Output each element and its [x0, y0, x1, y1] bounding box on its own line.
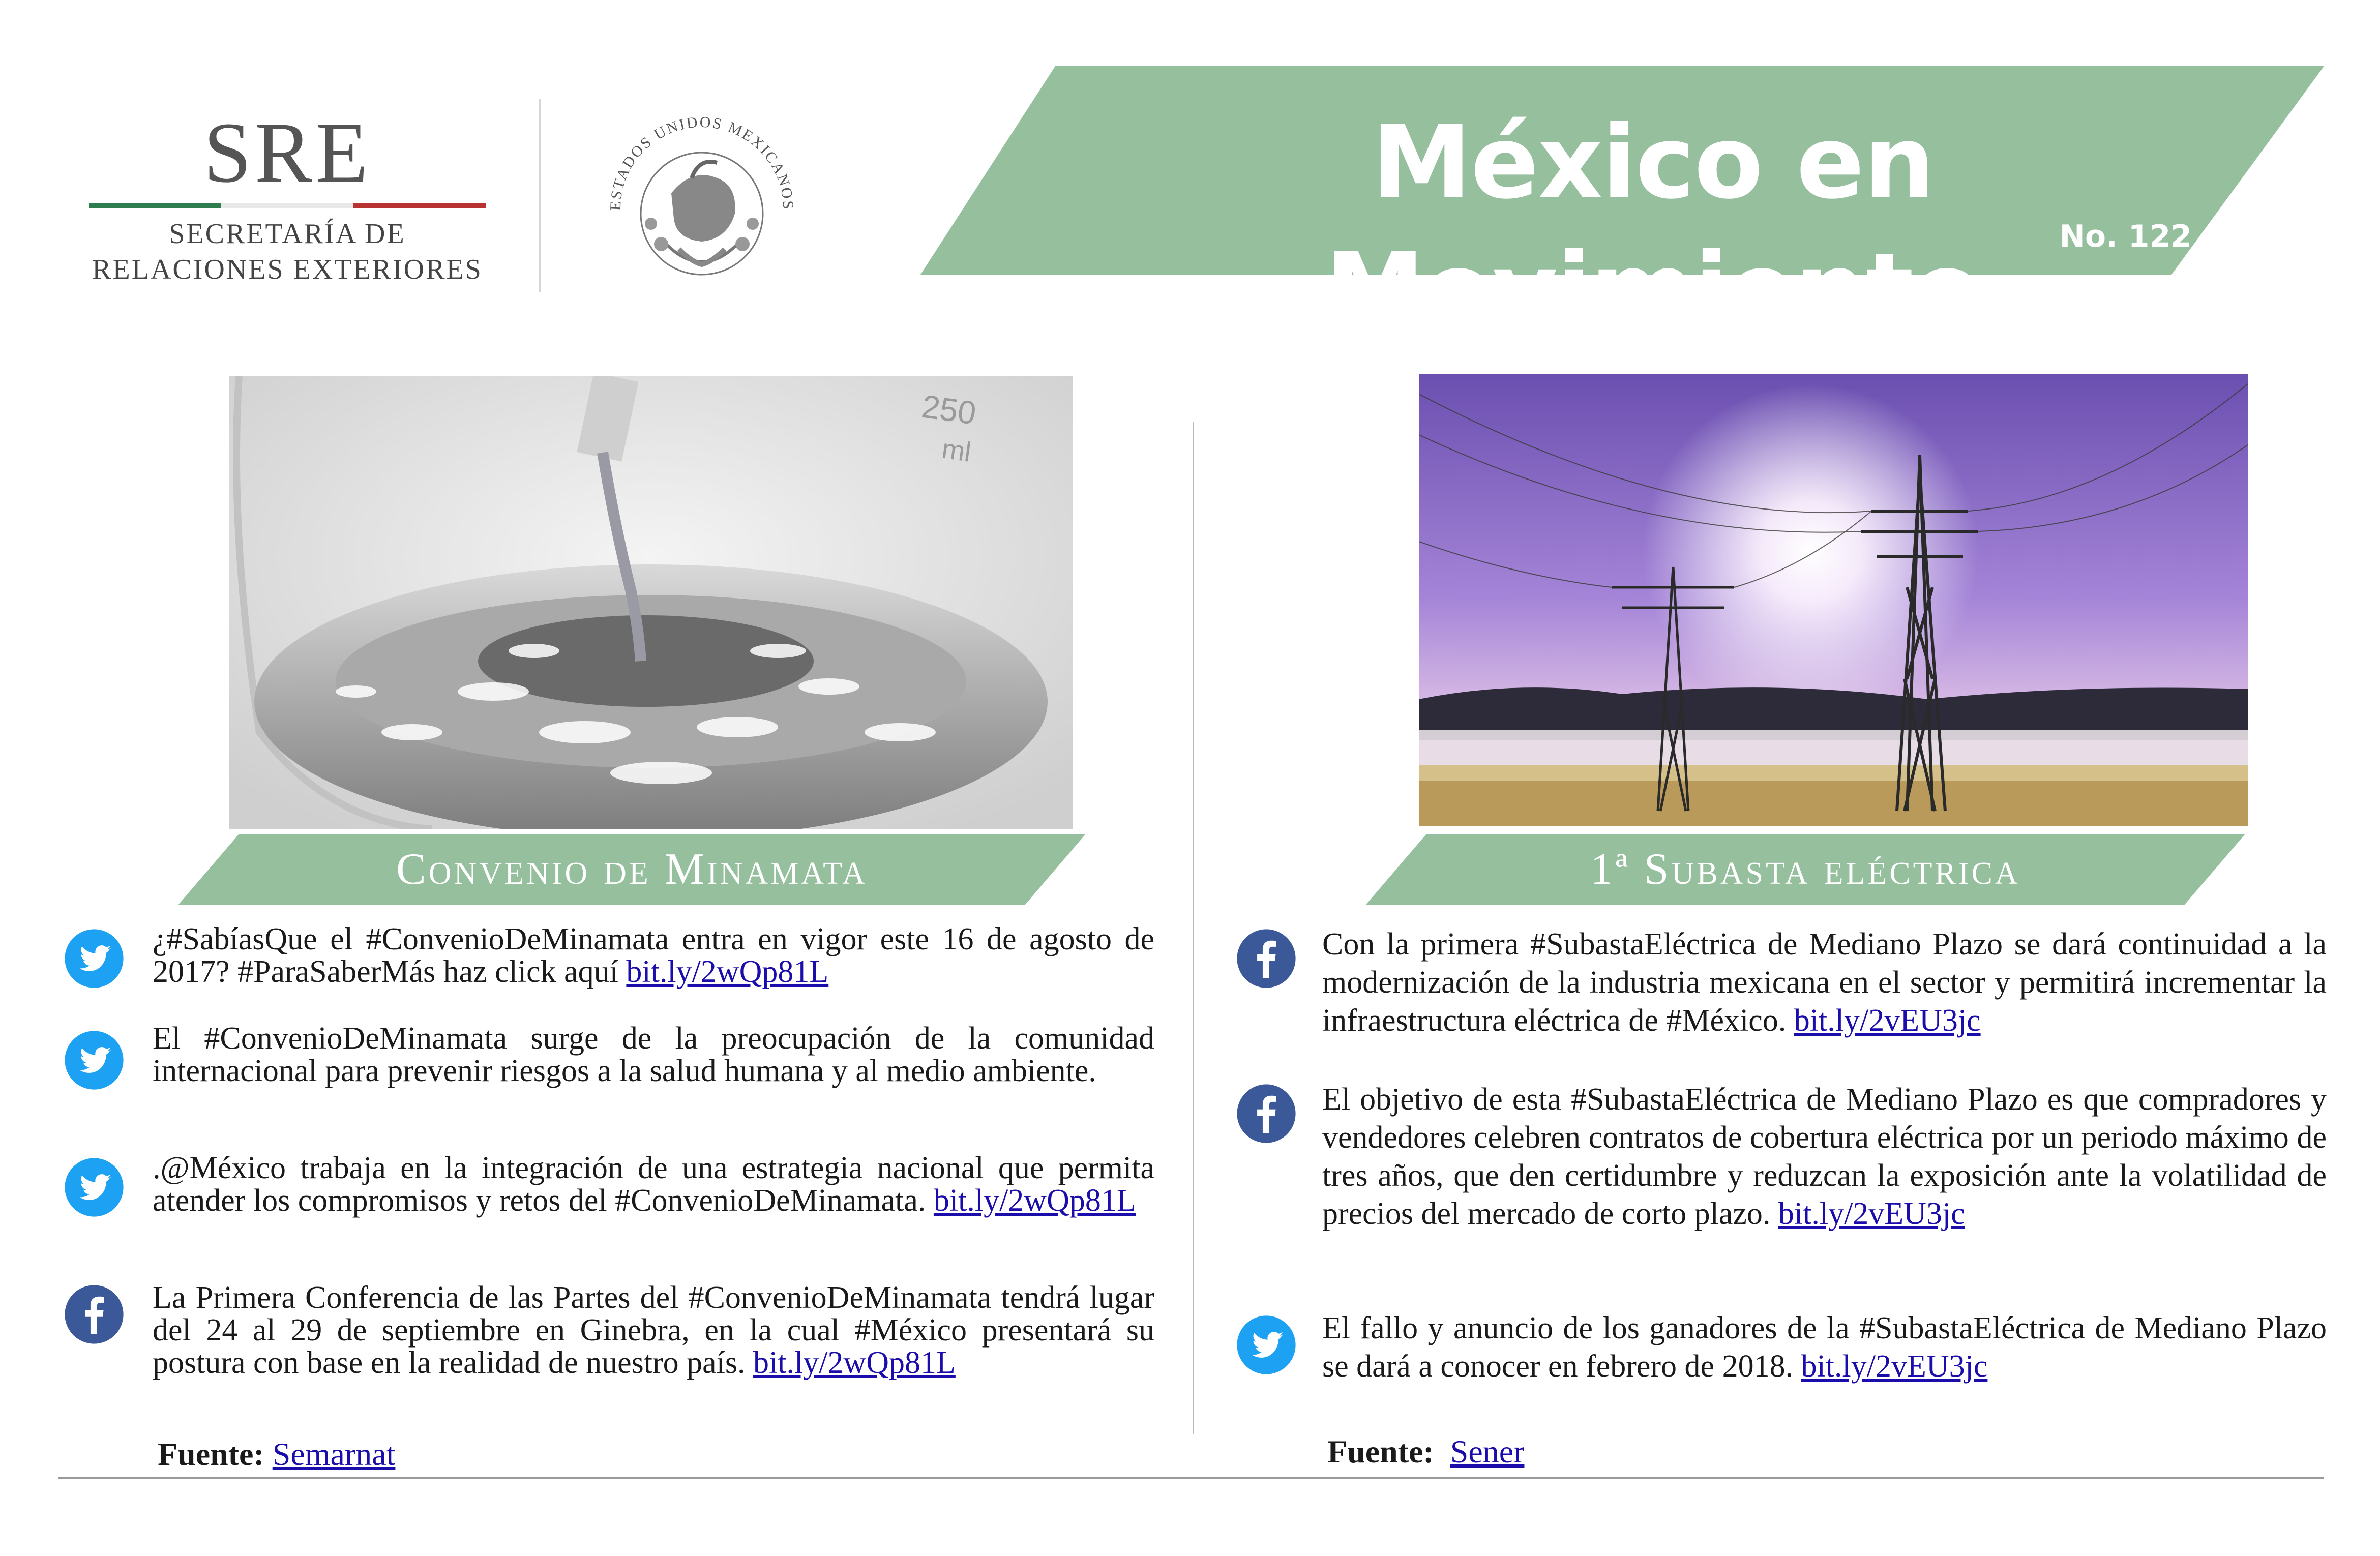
post-text: El fallo y anuncio de los ganadores de la #SubastaEléctrica de Mediano Plazo se dará a conocer en febrero de 2018. bit.ly/2vEU3jc: [1322, 1311, 2327, 1384]
facebook-icon[interactable]: [64, 1284, 125, 1345]
sre-logo: [76, 102, 498, 295]
twitter-icon[interactable]: [64, 928, 125, 989]
post-link[interactable]: bit.ly/2vEU3jc: [1778, 1196, 1965, 1231]
sre-name-line1: SECRETARÍA DE: [169, 218, 406, 250]
source-link-semarnat[interactable]: Semarnat: [272, 1436, 396, 1472]
sre-name-line2: RELACIONES EXTERIORES: [92, 254, 483, 285]
post-text: Con la primera #SubastaEléctrica de Mediano Plazo se dará continuidad a la modernización de la industria mexicana en el sector y permitirá incrementar la infraestructura eléctrica de #México. bit.ly/2vEU3jc: [1322, 927, 2327, 1038]
post-link[interactable]: bit.ly/2vEU3jc: [1794, 1003, 1981, 1038]
source-link-sener[interactable]: Sener: [1450, 1433, 1525, 1470]
post-link[interactable]: bit.ly/2wQp81L: [753, 1345, 956, 1380]
mercury-water-flask-photo: [229, 376, 1073, 829]
svg-text:ml: ml: [940, 433, 973, 468]
facebook-icon[interactable]: [1236, 1083, 1297, 1144]
source-label: Fuente:: [158, 1436, 264, 1472]
section-title-subasta: 1ª Subasta eléctrica: [1590, 845, 2020, 894]
post-link[interactable]: bit.ly/2vEU3jc: [1801, 1349, 1988, 1384]
source-left: [158, 1437, 395, 1472]
tricolor-stripe: [89, 203, 486, 208]
issue-number: No. 122: [2059, 219, 2192, 254]
twitter-icon[interactable]: [64, 1030, 125, 1091]
post-text: La Primera Conferencia de las Partes del #ConvenioDeMinamata tendrá lugar del 24 al 29 de septiembre en Ginebra, en la cual #México presentará su postura con base en la realidad de nuestro país. bit.ly/2wQp81L: [153, 1280, 1154, 1380]
section-title-minamata: Convenio de Minamata: [396, 845, 868, 894]
source-right: [1327, 1434, 1524, 1470]
newsletter-title: México en Movimiento: [1324, 104, 1981, 348]
twitter-icon[interactable]: [64, 1157, 125, 1218]
post-text: .@México trabaja en la integración de una estrategia nacional que permita atender los compromisos y retos del #ConvenioDeMinamata. bit.ly/2wQp81L: [153, 1151, 1154, 1218]
national-seal-icon: [590, 92, 814, 315]
twitter-icon[interactable]: [1236, 1314, 1297, 1375]
facebook-icon[interactable]: [1236, 928, 1297, 989]
logo-divider: [539, 99, 541, 292]
seal-text: ESTADOS UNIDOS MEXICANOS: [607, 113, 797, 211]
bottom-rule: [58, 1477, 2324, 1479]
svg-text:250: 250: [919, 387, 978, 432]
post-text: ¿#SabíasQue el #ConvenioDeMinamata entra en vigor este 16 de agosto de 2017? #ParaSaberMás haz click aquí bit.ly/2wQp81L: [153, 922, 1154, 989]
sre-acronym: SRE: [203, 105, 371, 200]
power-transmission-towers-photo: [1419, 374, 2248, 826]
post-link[interactable]: bit.ly/2wQp81L: [933, 1183, 1136, 1218]
source-label: Fuente:: [1327, 1433, 1434, 1470]
post-text: El #ConvenioDeMinamata surge de la preocupación de la comunidad internacional para prevenir riesgos a la salud humana y al medio ambiente.: [153, 1021, 1154, 1088]
post-link[interactable]: bit.ly/2wQp81L: [626, 954, 829, 989]
column-divider: [1193, 422, 1194, 1434]
post-text: El objetivo de esta #SubastaEléctrica de Mediano Plazo es que compradores y vendedores celebren contratos de cobertura eléctrica por un periodo máximo de tres años, que den certidumbre y reduzcan la exposición ante la volatilidad de precios del mercado de corto plazo. bit.ly/2vEU3jc: [1322, 1082, 2327, 1231]
